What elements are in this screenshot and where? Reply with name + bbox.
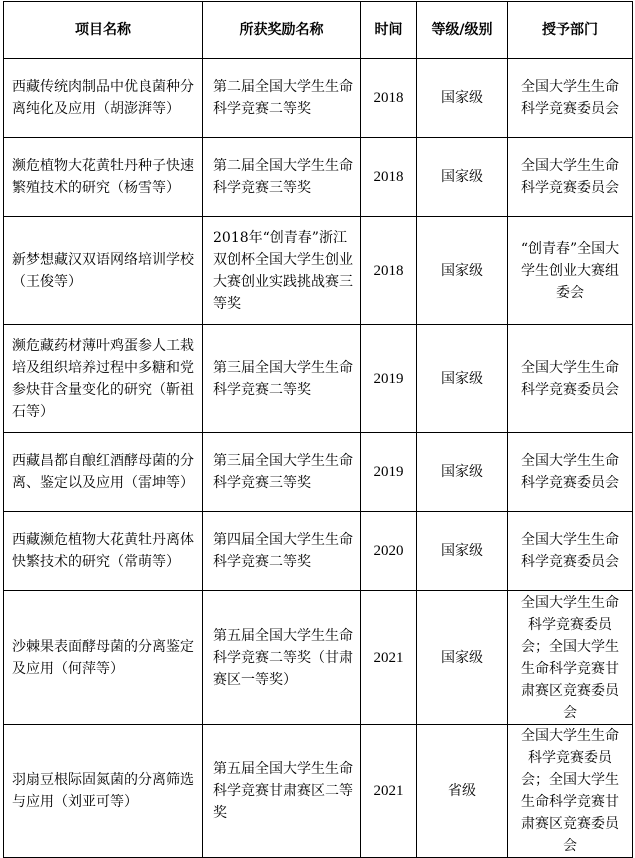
cell-project-name: 西藏濒危植物大花黄牡丹离体快繁技术的研究（常萌等） <box>4 512 203 591</box>
header-award-name: 所获奖励名称 <box>203 2 361 59</box>
table-row <box>4 512 633 591</box>
cell-project-name: 西藏昌都自酿红酒酵母菌的分离、鉴定以及应用（雷坤等） <box>4 433 203 512</box>
cell-award-name: 第二届全国大学生生命科学竞赛三等奖 <box>203 138 361 217</box>
table-row <box>4 217 633 325</box>
cell-project-name: 濒危藏药材薄叶鸡蛋参人工栽培及组织培养过程中多糖和党参炔苷含量变化的研究（靳祖石等） <box>4 325 203 433</box>
header-time: 时间 <box>361 2 417 59</box>
header-level: 等级/级别 <box>417 2 508 59</box>
cell-level: 省级 <box>417 725 508 858</box>
cell-granting-dept: 全国大学生生命科学竞赛委员会；全国大学生生命科学竞赛甘肃赛区竞赛委员会 <box>508 591 633 725</box>
cell-year: 2020 <box>361 512 417 591</box>
cell-level: 国家级 <box>417 217 508 325</box>
cell-granting-dept: 全国大学生生命科学竞赛委员会 <box>508 59 633 138</box>
table-row <box>4 591 633 725</box>
cell-project-name: 羽扇豆根际固氮菌的分离筛选与应用（刘亚可等） <box>4 725 203 858</box>
cell-level: 国家级 <box>417 512 508 591</box>
cell-year: 2019 <box>361 325 417 433</box>
cell-granting-dept: “创青春”全国大学生创业大赛组委会 <box>508 217 633 325</box>
cell-granting-dept: 全国大学生生命科学竞赛委员会 <box>508 512 633 591</box>
cell-year: 2021 <box>361 591 417 725</box>
cell-award-name: 第五届全国大学生生命科学竞赛二等奖（甘肃赛区一等奖） <box>203 591 361 725</box>
cell-level: 国家级 <box>417 591 508 725</box>
cell-year: 2018 <box>361 217 417 325</box>
table-row <box>4 725 633 858</box>
cell-level: 国家级 <box>417 433 508 512</box>
cell-project-name: 沙棘果表面酵母菌的分离鉴定及应用（何萍等） <box>4 591 203 725</box>
table-row <box>4 138 633 217</box>
cell-level: 国家级 <box>417 59 508 138</box>
cell-project-name: 西藏传统肉制品中优良菌种分离纯化及应用（胡澎湃等） <box>4 59 203 138</box>
table-row <box>4 325 633 433</box>
table-row <box>4 433 633 512</box>
cell-level: 国家级 <box>417 138 508 217</box>
cell-award-name: 第三届全国大学生生命科学竞赛二等奖 <box>203 325 361 433</box>
cell-granting-dept: 全国大学生生命科学竞赛委员会 <box>508 325 633 433</box>
cell-award-name: 第五届全国大学生生命科学竞赛甘肃赛区二等奖 <box>203 725 361 858</box>
awards-table <box>3 1 633 858</box>
cell-year: 2018 <box>361 59 417 138</box>
cell-award-name: 第四届全国大学生生命科学竞赛二等奖 <box>203 512 361 591</box>
cell-award-name: 第二届全国大学生生命科学竞赛二等奖 <box>203 59 361 138</box>
header-row <box>4 2 633 59</box>
header-project-name: 项目名称 <box>4 2 203 59</box>
cell-granting-dept: 全国大学生生命科学竞赛委员会 <box>508 433 633 512</box>
cell-year: 2018 <box>361 138 417 217</box>
cell-award-name: 2018年“创青春”浙江双创杯全国大学生创业大赛创业实践挑战赛三等奖 <box>203 217 361 325</box>
header-granting-dept: 授予部门 <box>508 2 633 59</box>
table-row <box>4 59 633 138</box>
cell-level: 国家级 <box>417 325 508 433</box>
cell-year: 2019 <box>361 433 417 512</box>
cell-granting-dept: 全国大学生生命科学竞赛委员会；全国大学生生命科学竞赛甘肃赛区竞赛委员会 <box>508 725 633 858</box>
cell-award-name: 第三届全国大学生生命科学竞赛三等奖 <box>203 433 361 512</box>
cell-granting-dept: 全国大学生生命科学竞赛委员会 <box>508 138 633 217</box>
cell-project-name: 濒危植物大花黄牡丹种子快速繁殖技术的研究（杨雪等） <box>4 138 203 217</box>
cell-project-name: 新梦想藏汉双语网络培训学校（王俊等） <box>4 217 203 325</box>
cell-year: 2021 <box>361 725 417 858</box>
